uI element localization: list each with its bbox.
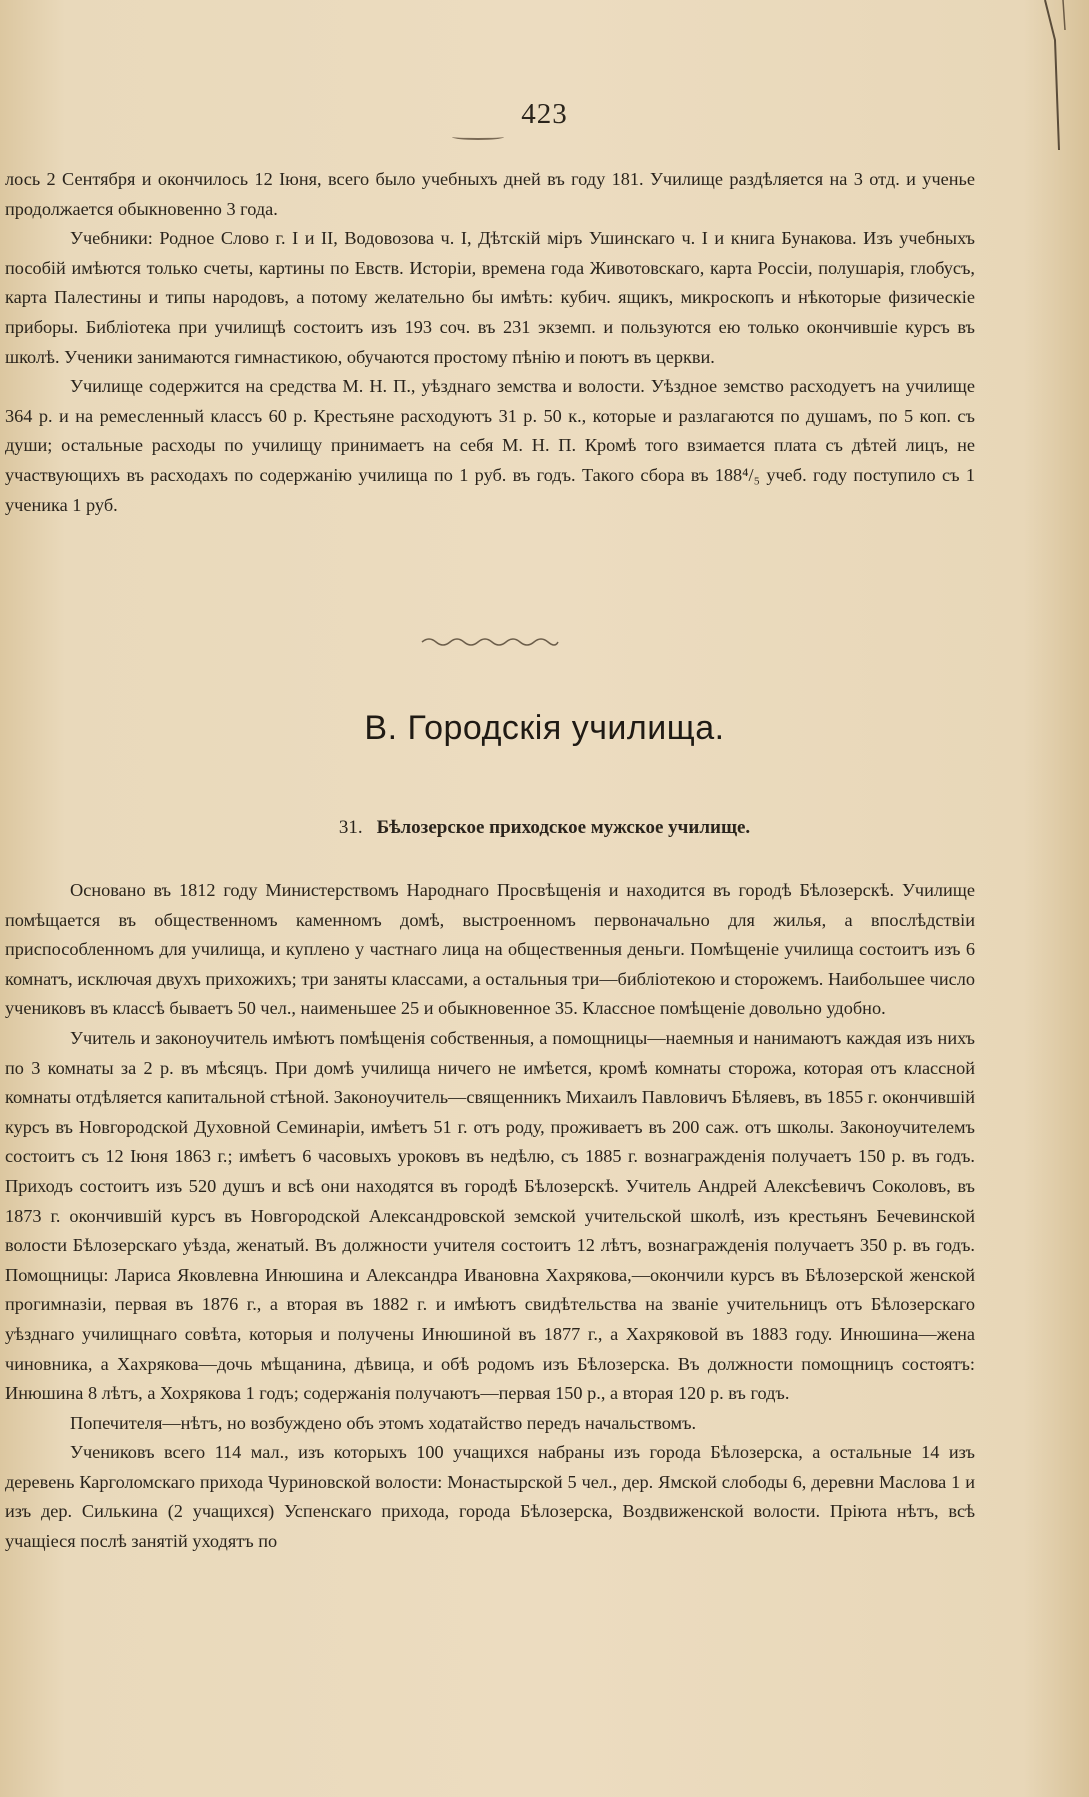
paragraph-staff: Учитель и законоучитель имѣютъ помѣщенія собственныя, а помощницы—наемныя и нанимаютъ каждая изъ нихъ по 3 комнаты за 2 р. въ мѣсяцъ. При домѣ училища ничего не имѣется, кромѣ комнаты сторожа, которая отъ классной комнаты отдѣляется капитальной стѣной. Законоучитель—священникъ Михаилъ Павловичъ Бѣляевъ, въ 1855 г. окончившій курсъ въ Новгородской Духовной Семинаріи, имѣетъ 51 г. отъ роду, проживаетъ въ 200 саж. отъ школы. Законоучителемъ состоитъ съ 12 Іюня 1863 г.; имѣетъ 6 часовыхъ уроковъ въ недѣлю, съ 1885 г. вознагражденія получаетъ 150 р. въ годъ. Приходъ состоитъ изъ 520 душъ и всѣ они находятся въ городѣ Бѣлозерскѣ. Учитель Андрей Алексѣевичъ Соколовъ, въ 1873 г. окончившій курсъ въ Новгородской Александровской земской учительской школѣ, изъ крестьянъ Бечевинской волости Бѣлозерскаго уѣзда, женатый. Въ должности учителя состоитъ 12 лѣтъ, вознагражденія получаетъ 350 р. въ годъ. Помощницы: Лариса Яковлевна Инюшина и Александра Ивановна Хахрякова,—окончили курсъ въ Бѣлозерской женской прогимназіи, первая въ 1876 г., а вторая въ 1882 г. и имѣютъ свидѣтельства на званіе учительницъ отъ Бѣлозерскаго уѣзднаго училищнаго совѣта, которыя и получены Инюшиной въ 1877 г., а Хахряковой въ 1883 году. Инюшина—жена чиновника, а Хахрякова—дочь мѣщанина, дѣвица, и обѣ родомъ изъ Бѣлозерска. Въ должности помощницъ состоятъ: Инюшина 8 лѣтъ, а Хохрякова 1 годъ; содержанія получаютъ—первая 150 р., а вторая 120 р. въ годъ. [5,1027,975,1404]
school-number: 31. [338,817,363,838]
ornamental-divider [420,634,560,648]
section-title: В. Городскія училища. [364,709,725,747]
school-name: Бѣлозерское приходское мужское училище. [376,817,751,838]
paragraph-trustee: Попечителя—нѣтъ, но возбуждено объ этомъ ходатайство передъ начальствомъ. [70,1412,697,1433]
paragraph-founding: Основано въ 1812 году Министерствомъ Народнаго Просвѣщенія и находится въ городѣ Бѣлозерскѣ. Училище помѣщается въ общественномъ каменномъ домѣ, выстроенномъ первоначально для жилья, а впослѣдствіи приспособленномъ для училища, и куплено у частнаго лица на общественныя деньги. Помѣщеніе училища состоитъ изъ 6 комнатъ, исключая двухъ прихожихъ; три заняты классами, а остальныя три—библіотекою и сторожемъ. Наибольшее число учениковъ въ классѣ бываетъ 50 чел., наименьшее 25 и обыкновенное 35. Классное помѣщеніе довольно удобно. [5,880,975,1019]
bottom-text-block [5,876,975,1557]
school-heading [0,817,1089,839]
page-number-underline [452,134,504,140]
paragraph-funding: Училище содержится на средства М. Н. П., уѣзднаго земства и волости. Уѣздное земство расходуетъ на училище 364 р. и на ремесленный классъ 60 р. Крестьяне расходуютъ 31 р. 50 к., которые и разлагаются по душамъ, по 5 коп. съ души; остальные расходы по училищу принимаетъ на себя М. Н. П. Кромѣ того взимается плата съ дѣтей лицъ, не участвующихъ въ расходахъ по содержанію училища по 1 руб. въ годъ. Такого сбора въ 188⁴/₅ учеб. году поступило съ 1 ученика 1 руб. [5,376,975,515]
paragraph-continuation: лось 2 Сентября и окончилось 12 Іюня, всего было учебныхъ дней въ году 181. Училище раздѣляется на 3 отд. и ученье продолжается обыкновенно 3 года. [5,169,975,219]
page-number: 423 [521,98,568,130]
paragraph-students: Учениковъ всего 114 мал., изъ которыхъ 100 учащихся набраны изъ города Бѣлозерска, а остальные 14 изъ деревень Карголомскаго прихода Чуриновской волости: Монастырской 5 чел., дер. Ямской слободы 6, деревни Маслова 1 и изъ дер. Силькина (2 учащихся) Успенскаго прихода, города Бѣлозерска, Воздвиженской волости. Пріюта нѣтъ, всѣ учащіеся послѣ занятій уходятъ по [5,1442,975,1552]
paragraph-textbooks: Учебники: Родное Слово г. I и II, Водовозова ч. I, Дѣтскій міръ Ушинскаго ч. I и книга Бунакова. Изъ учебныхъ пособій имѣются только счеты, картины по Евств. Исторіи, времена года Животовскаго, карта Россіи, полушарія, глобусъ, карта Палестины и типы народовъ, а потому желательно бы имѣть: кубич. ящикъ, микроскопъ и нѣкоторые физическіе приборы. Библіотека при училищѣ состоитъ изъ 193 соч. въ 231 экземп. и пользуются ею только окончившіе курсъ въ школѣ. Ученики занимаются гимнастикою, обучаются простому пѣнію и поютъ въ церкви. [5,228,975,367]
top-text-block [5,165,975,520]
